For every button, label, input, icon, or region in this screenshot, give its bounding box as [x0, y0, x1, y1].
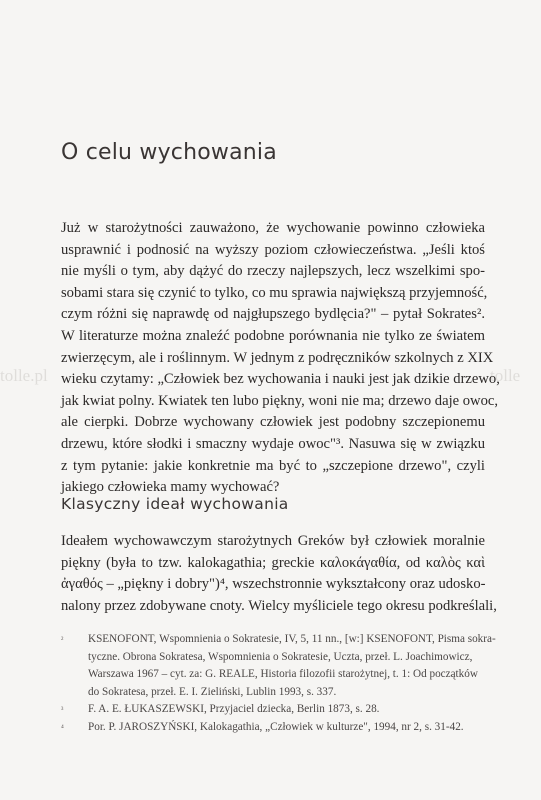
- paragraph-line: drzewu, które słodki i smaczny wydaje owoc"³. Nasuwa się w związku: [61, 435, 485, 452]
- paragraph-line: Już w starożytności zauważono, że wychowanie powinno człowieka: [61, 220, 485, 236]
- paragraph-line: z tym pytanie: jakie konkretnie ma być to „szczepione drzewo", czyli: [61, 457, 485, 474]
- paragraph-line: W literaturze można znaleźć podobne porównania nie tylko ze światem: [61, 327, 485, 344]
- paragraph-line: ale cierpki. Dobrze wychowany człowiek jest podobny szczepionemu: [61, 414, 485, 431]
- paragraph-line: czym różni się naprawdę od najgłupszego bydlęcia?" – pytał Sokrates².: [61, 306, 485, 323]
- watermark-left: tolle.pl: [0, 366, 48, 385]
- paragraph-line: wieku czytamy: „Człowiek bez wychowania i nauki jest jak dzikie drzewo,: [61, 371, 500, 388]
- paragraph-line: usprawnić i podnosić na wyższy poziom człowieczeństwa. „Jeśli ktoś: [61, 241, 485, 258]
- paragraph-line: zwierzęcym, ale i roślinnym. W jednym z podręczników szkolnych z XIX: [61, 349, 494, 366]
- footnotes: [61, 631, 501, 736]
- paragraph-line: sobami stara się czynić to tylko, co mu sprawia największą przyjemność,: [61, 284, 488, 301]
- footnote-line: tyczne. Obrona Sokratesa, Wspomnienia o Sokratesie, Uczta, przeł. L. Joachimowicz,: [88, 650, 473, 663]
- footnote-number: ²: [61, 635, 64, 644]
- footnote-line: Warszawa 1967 – cyt. za: G. REALE, Historia filozofii starożytnej, t. 1: Od początków: [88, 668, 478, 680]
- paragraph-line: jak kwiat polny. Kwiatek ten lubo piękny, woni nie ma; drzewo daje owoc,: [61, 392, 499, 409]
- paragraph-line: piękny (była to tzw. kalokagathia; greckie καλοκάγαθία, od καλὸς καὶ: [61, 554, 485, 571]
- footnote-number: ⁴: [61, 722, 64, 732]
- paragraph-line: nalony przez zdobywane cnoty. Wielcy myśliciele tego okresu podkreślali,: [61, 597, 497, 614]
- paragraph-line: Ideałem wychowawczym starożytnych Greków był człowiek moralnie: [61, 533, 485, 549]
- footnote-2: [61, 631, 501, 701]
- paragraph-line: jakiego człowieka mamy wychować?: [61, 479, 280, 496]
- footnote-line: Por. P. JAROSZYŃSKI, Kalokagathia, „Człowiek w kulturze", 1994, nr 2, s. 31-42.: [88, 720, 464, 733]
- footnote-3: [61, 701, 501, 719]
- footnote-line: do Sokratesa, przeł. E. I. Zieliński, Lublin 1993, s. 337.: [88, 685, 337, 698]
- section-title: Klasyczny ideał wychowania: [61, 495, 289, 513]
- paragraph-2: [61, 531, 497, 617]
- paragraph-line: ἀγαθός – „piękny i dobry")⁴, wszechstronnie wykształcony oraz udosko-: [61, 576, 486, 593]
- watermark-right: tolle: [490, 366, 521, 385]
- footnote-number: ³: [61, 705, 64, 714]
- paragraph-1: [61, 218, 500, 499]
- chapter-title: O celu wychowania: [61, 140, 277, 165]
- footnote-line: KSENOFONT, Wspomnienia o Sokratesie, IV, 5, 11 nn., [w:] KSENOFONT, Pisma sokra-: [88, 633, 496, 645]
- paragraph-line: nie myśli o tym, aby dążyć do rzeczy najlepszych, lecz wszelkimi spo-: [61, 263, 485, 280]
- footnote-4: [61, 719, 501, 737]
- footnote-line: F. A. E. ŁUKASZEWSKI, Przyjaciel dziecka, Berlin 1873, s. 28.: [88, 703, 380, 715]
